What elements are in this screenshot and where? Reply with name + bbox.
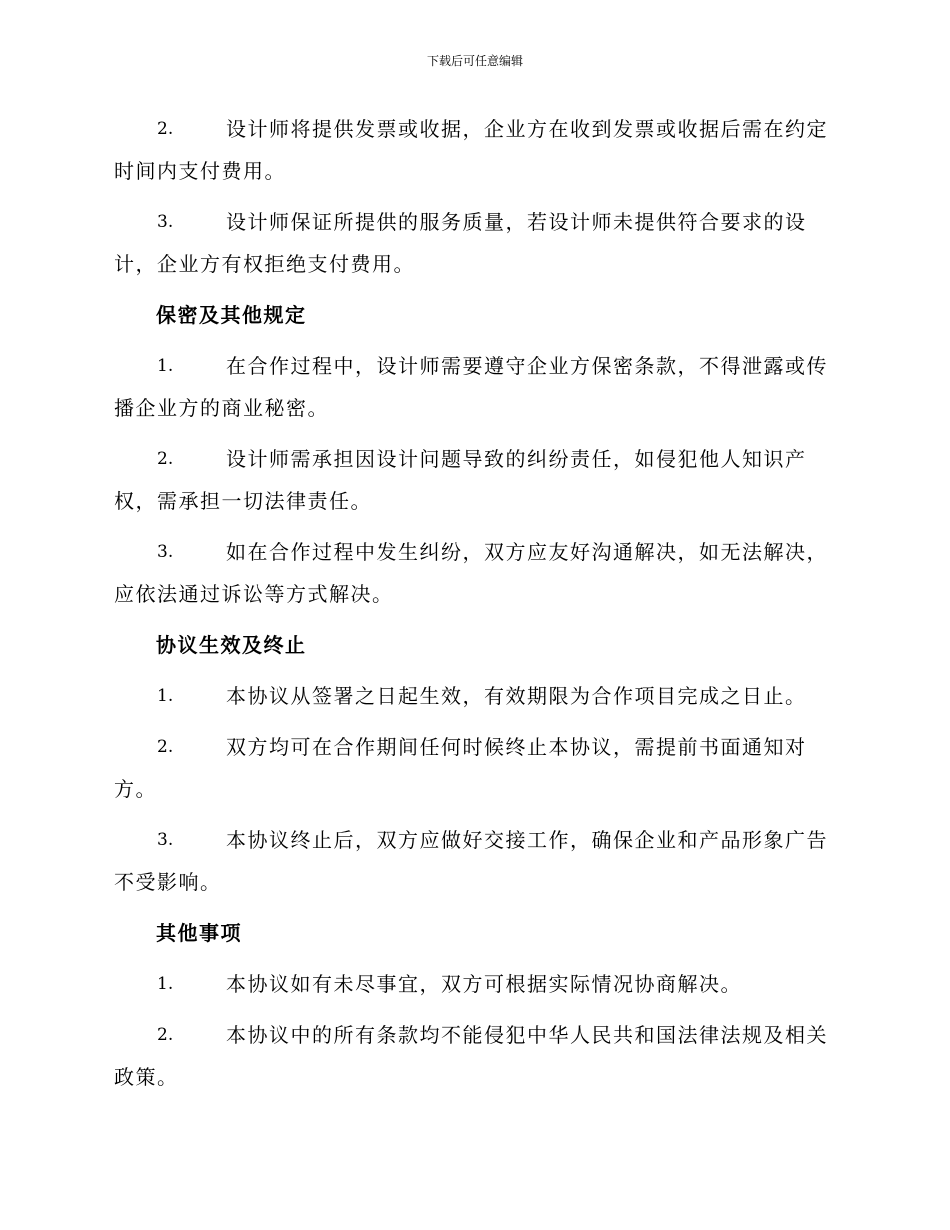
clause-text-line1: 如在合作过程中发生纠纷，双方应友好沟通解决，如无法解决， — [226, 540, 828, 564]
clause-number: 1. — [157, 356, 174, 376]
clause-text-line1: 本协议中的所有条款均不能侵犯中华人民共和国法律法规及相关 — [226, 1023, 828, 1047]
clause-text-line1: 本协议从签署之日起生效，有效期限为合作项目完成之日止。 — [226, 684, 807, 708]
effectiveness-clause-1 — [114, 675, 834, 717]
clause-number: 3. — [157, 542, 174, 562]
clause-number: 2. — [157, 449, 174, 469]
clause-text-line2: 播企业方的商业秘密。 — [114, 396, 329, 420]
payment-clause-2 — [114, 108, 834, 192]
section-heading-other: 其他事项 — [156, 921, 242, 945]
clause-text-line2: 方。 — [114, 777, 157, 801]
confidentiality-clause-2 — [114, 438, 834, 522]
clause-text-line1: 本协议如有未尽事宜，双方可根据实际情况协商解决。 — [226, 972, 742, 996]
clause-number: 3. — [157, 212, 174, 232]
document-body — [114, 108, 834, 1107]
clause-text-line1: 在合作过程中，设计师需要遵守企业方保密条款，不得泄露或传 — [226, 354, 828, 378]
effectiveness-clause-2 — [114, 726, 834, 810]
confidentiality-clause-1 — [114, 345, 834, 429]
clause-number: 2. — [157, 119, 174, 139]
clause-text-line1: 设计师需承担因设计问题导致的纠纷责任，如侵犯他人知识产 — [226, 447, 807, 471]
effectiveness-clause-3 — [114, 819, 834, 903]
page-header: 下载后可任意编辑 — [426, 54, 523, 68]
clause-number: 2. — [157, 1025, 174, 1045]
clause-text-line1: 本协议终止后，双方应做好交接工作，确保企业和产品形象广告 — [226, 828, 828, 852]
other-clause-2 — [114, 1014, 834, 1098]
clause-text-line2: 政策。 — [114, 1065, 179, 1089]
clause-text-line2: 计，企业方有权拒绝支付费用。 — [114, 252, 415, 276]
clause-number: 2. — [157, 737, 174, 757]
clause-text-line1: 设计师将提供发票或收据，企业方在收到发票或收据后需在约定 — [226, 117, 828, 141]
clause-text-line2: 时间内支付费用。 — [114, 159, 286, 183]
clause-text-line1: 双方均可在合作期间任何时候终止本协议，需提前书面通知对 — [226, 735, 807, 759]
clause-number: 3. — [157, 830, 174, 850]
clause-number: 1. — [157, 974, 174, 994]
payment-clause-3 — [114, 201, 834, 285]
confidentiality-clause-3 — [114, 531, 834, 615]
clause-text-line1: 设计师保证所提供的服务质量，若设计师未提供符合要求的设 — [226, 210, 807, 234]
section-heading-effectiveness: 协议生效及终止 — [156, 633, 307, 657]
clause-text-line2: 不受影响。 — [114, 870, 222, 894]
clause-number: 1. — [157, 686, 174, 706]
clause-text-line2: 权，需承担一切法律责任。 — [114, 489, 372, 513]
other-clause-1 — [114, 963, 834, 1005]
clause-text-line2: 应依法通过诉讼等方式解决。 — [114, 582, 394, 606]
section-heading-confidentiality: 保密及其他规定 — [156, 303, 307, 327]
